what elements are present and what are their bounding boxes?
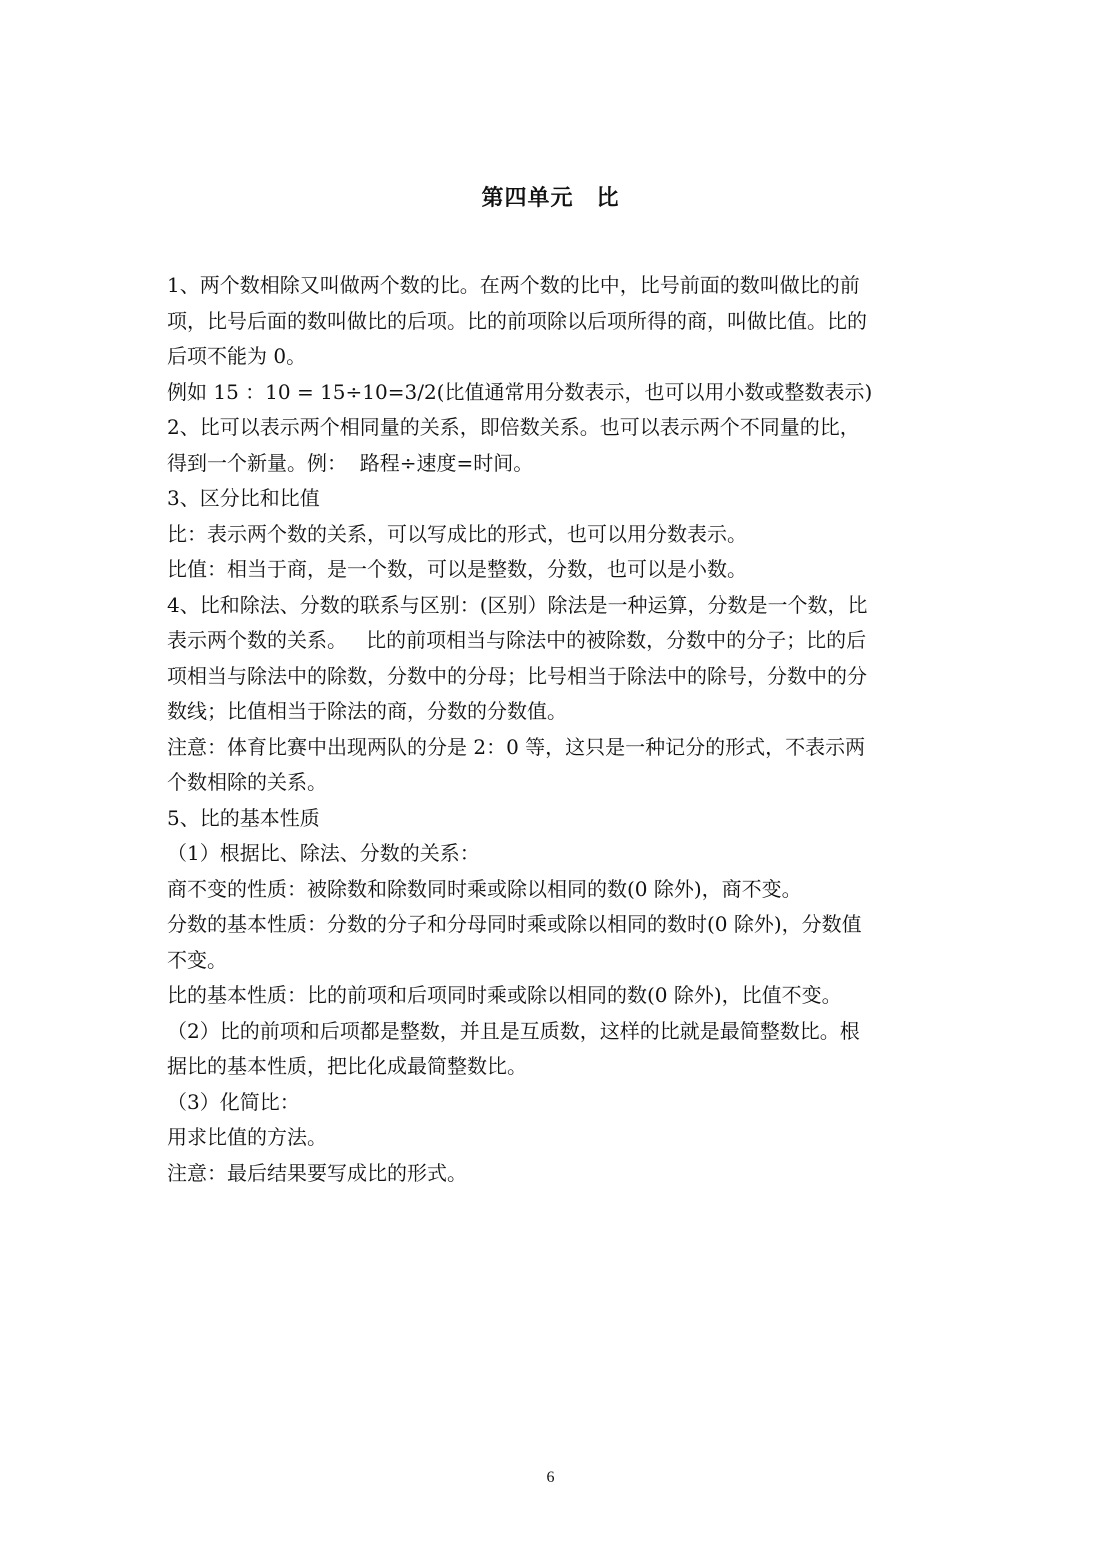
text-line: 项相当与除法中的除数，分数中的分母；比号相当于除法中的除号，分数中的分: [167, 663, 867, 688]
text-line: 例如 15 ：10 = 15÷10=3/2(比值通常用分数表示，也可以用小数或整数表示): [167, 379, 873, 404]
page-number: 6: [546, 1469, 555, 1486]
text-line: 项，比号后面的数叫做比的后项。比的前项除以后项所得的商，叫做比值。比的: [167, 308, 867, 333]
text-line: 据比的基本性质，把比化成最简整数比。: [167, 1054, 527, 1078]
text-line: （1）根据比、除法、分数的关系：: [167, 841, 480, 865]
text-line: 比：表示两个数的关系，可以写成比的形式，也可以用分数表示。: [167, 521, 747, 546]
page-title: 第四单元 比: [481, 186, 620, 211]
text-line: 2、比可以表示两个相同量的关系，即倍数关系。也可以表示两个不同量的比，: [167, 415, 860, 439]
text-line: 后项不能为 0。: [167, 344, 307, 368]
text-line: 3、区分比和比值: [167, 486, 320, 510]
text-line: 注意：体育比赛中出现两队的分是 2：0 等，这只是一种记分的形式，不表示两: [167, 734, 866, 759]
text-line: 1、两个数相除又叫做两个数的比。在两个数的比中，比号前面的数叫做比的前: [167, 273, 860, 297]
text-line: 4、比和除法、分数的联系与区别：(区别）除法是一种运算，分数是一个数，比: [167, 592, 868, 617]
document-body: [167, 268, 937, 1191]
text-line: （3）化简比：: [167, 1089, 300, 1114]
text-line: 商不变的性质：被除数和除数同时乘或除以相同的数(0 除外)，商不变。: [167, 876, 802, 901]
text-line: 表示两个数的关系。 比的前项相当与除法中的被除数，分数中的分子；比的后: [167, 628, 867, 652]
text-line: 个数相除的关系。: [167, 770, 327, 794]
text-line: 注意：最后结果要写成比的形式。: [167, 1160, 467, 1185]
text-line: 5、比的基本性质: [167, 805, 320, 830]
text-line: 得到一个新量。例： 路程÷速度=时间。: [167, 450, 534, 475]
text-line: 比的基本性质：比的前项和后项同时乘或除以相同的数(0 除外)，比值不变。: [167, 983, 842, 1007]
text-line: 不变。: [167, 947, 227, 972]
text-line: （2）比的前项和后项都是整数，并且是互质数，这样的比就是最简整数比。根: [167, 1018, 860, 1043]
text-line: 比值：相当于商，是一个数，可以是整数，分数，也可以是小数。: [167, 557, 747, 581]
text-line: 用求比值的方法。: [167, 1125, 327, 1149]
text-line: 数线；比值相当于除法的商，分数的分数值。: [167, 699, 567, 723]
text-line: 分数的基本性质：分数的分子和分母同时乘或除以相同的数时(0 除外)，分数值: [167, 912, 862, 936]
